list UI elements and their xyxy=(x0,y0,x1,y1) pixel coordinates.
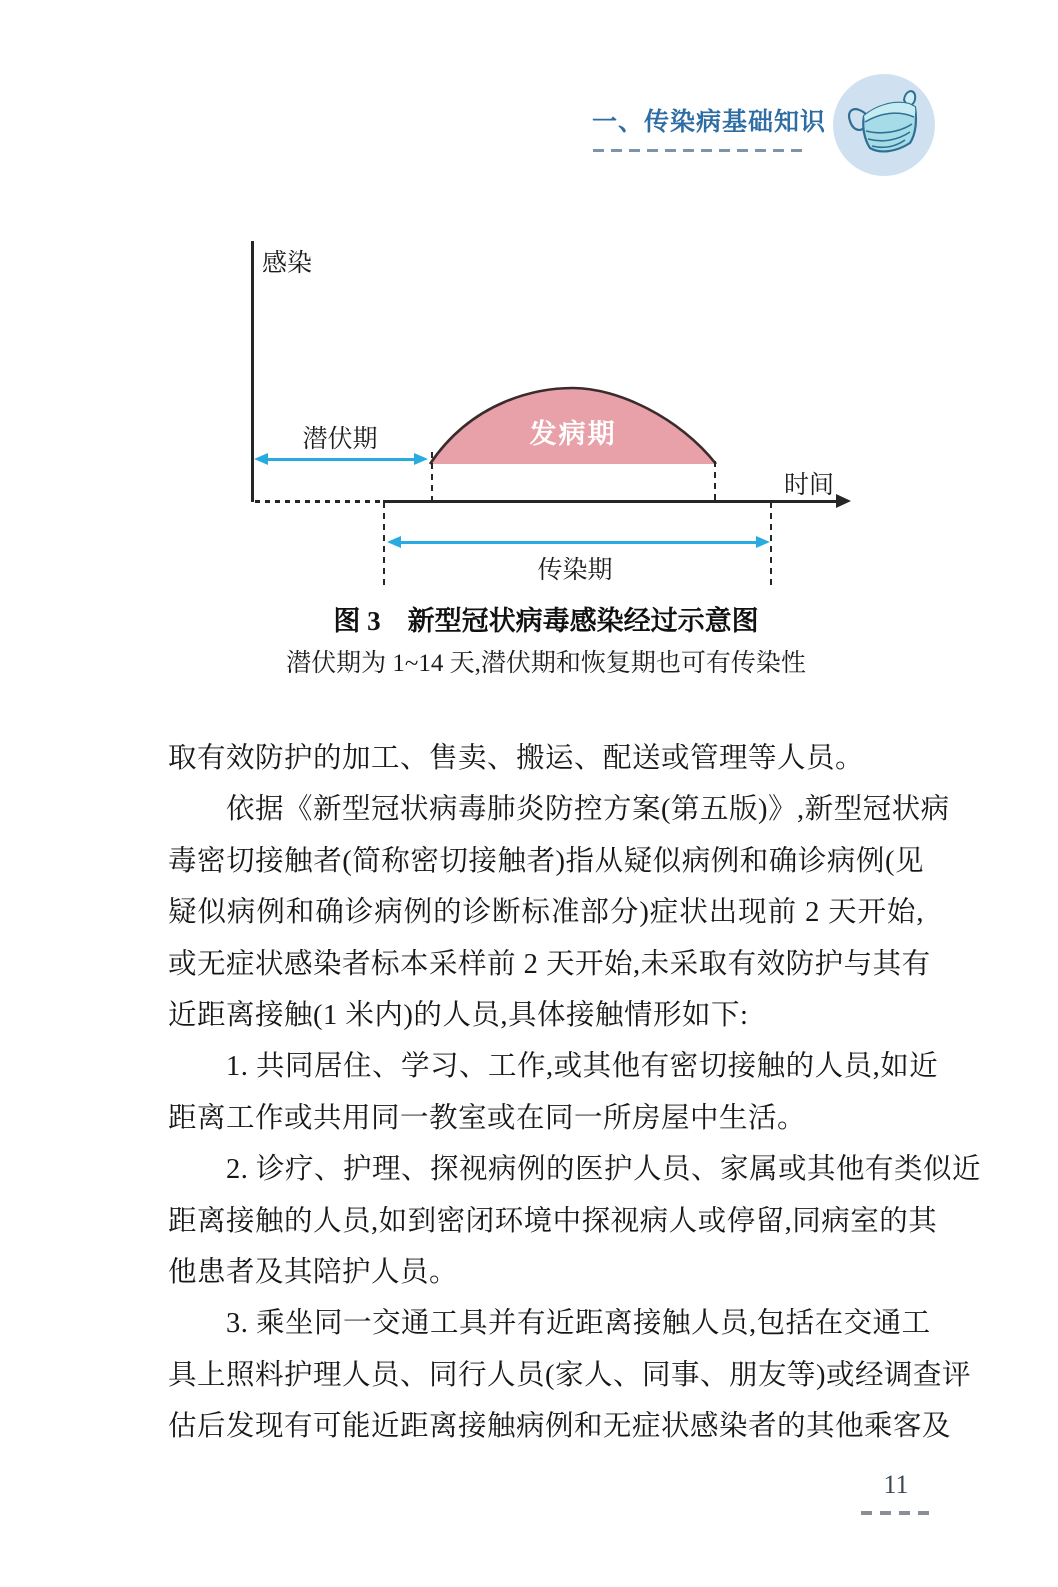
body-line: 3. 乘坐同一交通工具并有近距离接触人员,包括在交通工 xyxy=(226,1308,931,1340)
body-line: 近距离接触(1 米内)的人员,具体接触情形如下: xyxy=(168,999,749,1031)
page-number-dashes xyxy=(861,1511,931,1515)
arrow-line xyxy=(264,458,418,461)
x-axis-line xyxy=(383,500,837,503)
figure-caption: 图 3 新型冠状病毒感染经过示意图 xyxy=(333,606,759,636)
body-line: 他患者及其陪护人员。 xyxy=(168,1256,459,1288)
section-title: 一、传染病基础知识 xyxy=(592,109,827,136)
dashed-line-onset-start xyxy=(431,452,433,501)
arrow-line xyxy=(397,541,760,544)
x-axis-label: 时间 xyxy=(784,472,835,499)
mask-icon-svg xyxy=(832,73,936,177)
page-number: 11 xyxy=(883,1470,909,1499)
incubation-period-label: 潜伏期 xyxy=(302,426,378,453)
body-line: 具上照料护理人员、同行人员(家人、同事、朋友等)或经调查评 xyxy=(168,1359,971,1391)
body-text xyxy=(168,733,982,1452)
figure-subcaption: 潜伏期为 1~14 天,潜伏期和恢复期也可有传染性 xyxy=(286,650,806,677)
infectious-period-label: 传染期 xyxy=(537,557,613,584)
body-line: 取有效防护的加工、售卖、搬运、配送或管理等人员。 xyxy=(168,743,865,774)
onset-period-label: 发病期 xyxy=(529,419,617,449)
body-line: 毒密切接触者(简称密切接触者)指从疑似病例和确诊病例(见 xyxy=(168,845,924,877)
body-line: 1. 共同居住、学习、工作,或其他有密切接触的人员,如近 xyxy=(226,1051,939,1083)
body-line: 依据《新型冠状病毒肺炎防控方案(第五版)》,新型冠状病 xyxy=(226,794,950,826)
y-axis-label: 感染 xyxy=(262,250,313,277)
body-line: 估后发现有可能近距离接触病例和无症状感染者的其他乘客及 xyxy=(168,1411,952,1443)
x-axis-arrowhead xyxy=(836,494,851,508)
body-line: 距离工作或共用同一教室或在同一所房屋中生活。 xyxy=(168,1102,807,1134)
incubation-arrow xyxy=(254,452,428,467)
arrow-head-right xyxy=(414,453,428,465)
dashed-line-onset-end xyxy=(714,461,716,501)
header-dashed-underline xyxy=(593,149,809,152)
infectious-arrow xyxy=(387,535,770,550)
body-line: 或无症状感染者标本采样前 2 天开始,未采取有效防护与其有 xyxy=(168,948,931,980)
body-line: 疑似病例和确诊病例的诊断标准部分)症状出现前 2 天开始, xyxy=(168,897,924,929)
body-line: 距离接触的人员,如到密闭环境中探视病人或停留,同病室的其 xyxy=(168,1205,938,1237)
body-line: 2. 诊疗、护理、探视病例的医护人员、家属或其他有类似近 xyxy=(226,1154,982,1186)
dashed-line-infectious-start xyxy=(383,502,385,586)
dashed-line-infectious-end xyxy=(770,502,772,586)
arrow-head-right xyxy=(756,536,770,548)
x-axis-dotted-segment xyxy=(255,500,383,503)
mask-icon xyxy=(832,73,936,177)
